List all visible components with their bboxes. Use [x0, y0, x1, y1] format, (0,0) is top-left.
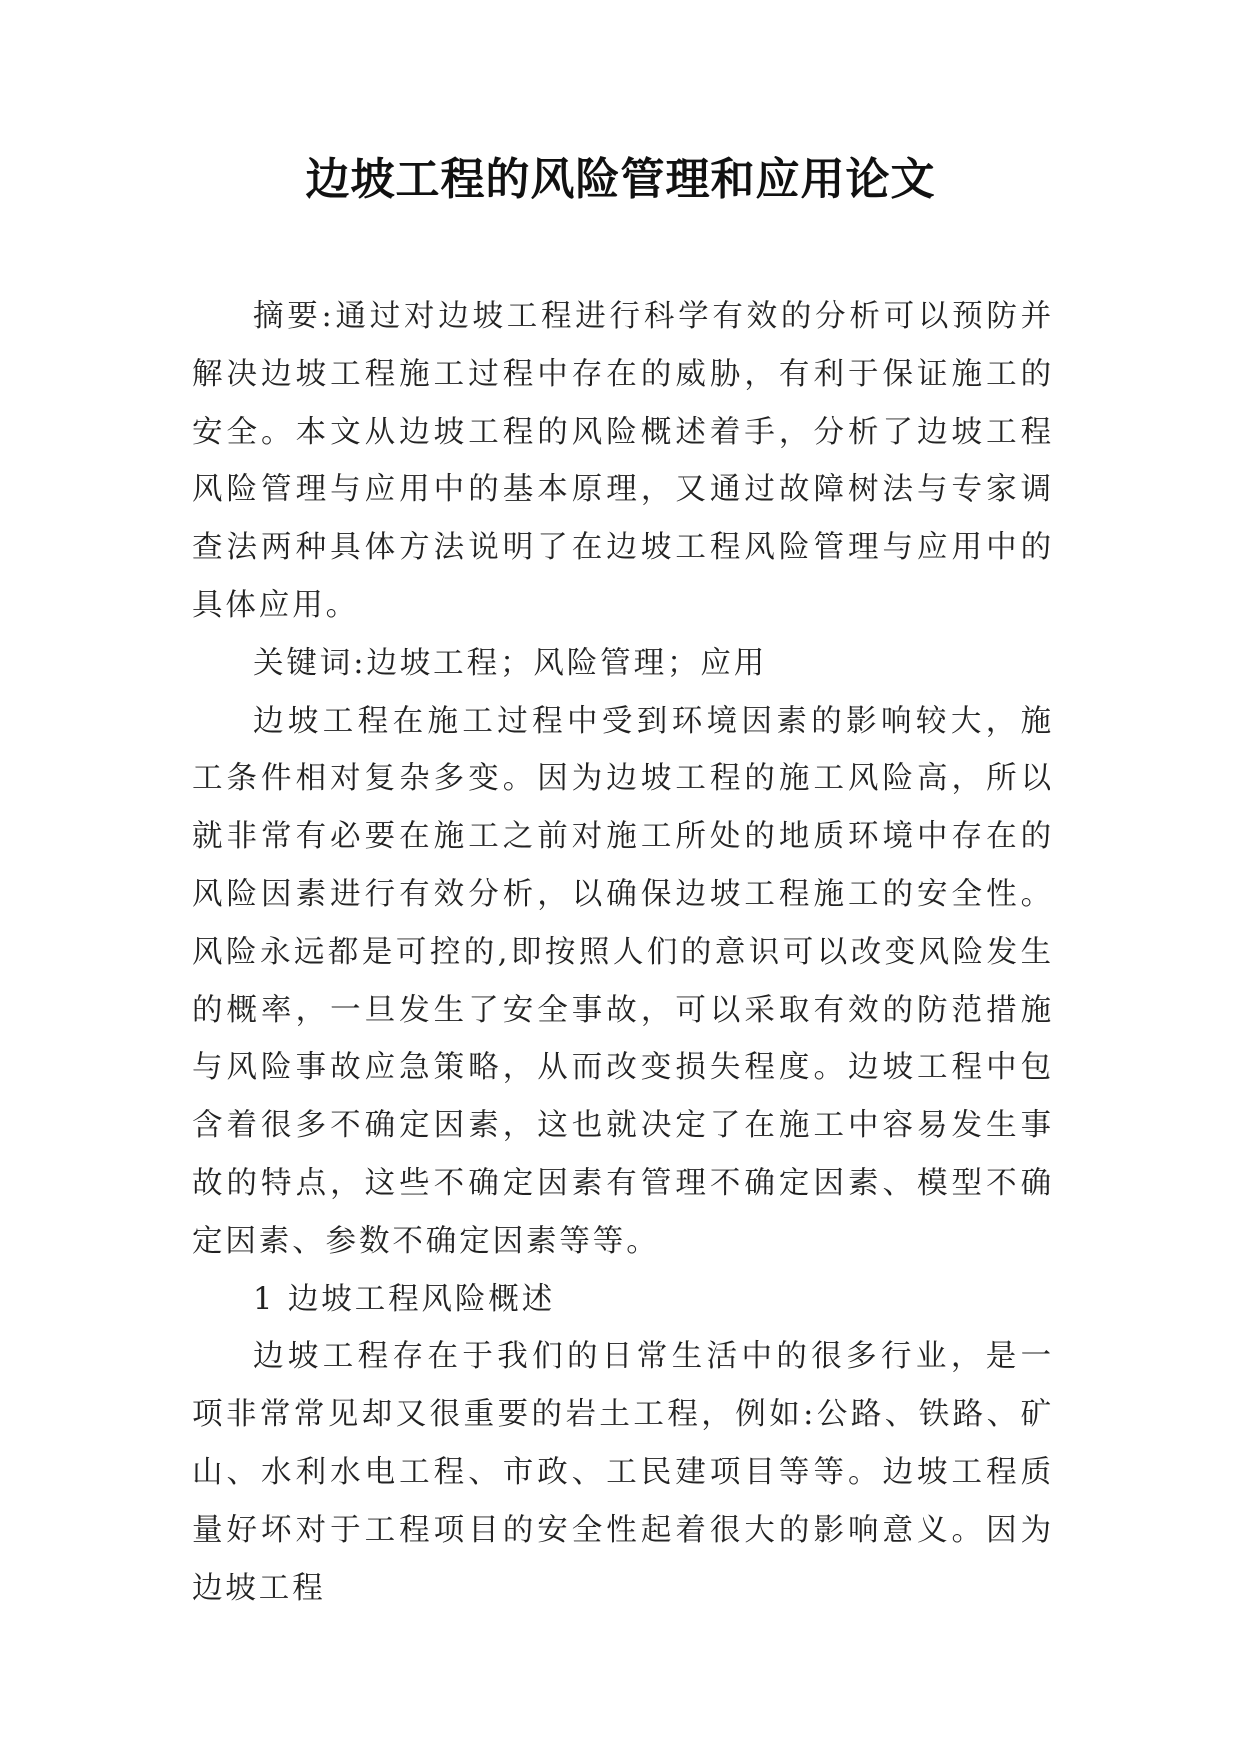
- document-body: [192, 288, 1054, 1617]
- intro-paragraph: 边坡工程在施工过程中受到环境因素的影响较大，施工条件相对复杂多变。因为边坡工程的施工风险高，所以就非常有必要在施工之前对施工所处的地质环境中存在的风险因素进行有效分析，以确保边坡工程施工的安全性。风险永远都是可控的,即按照人们的意识可以改变风险发生的概率，一旦发生了安全事故，可以采取有效的防范措施与风险事故应急策略，从而改变损失程度。边坡工程中包含着很多不确定因素，这也就决定了在施工中容易发生事故的特点，这些不确定因素有管理不确定因素、模型不确定因素、参数不确定因素等等。: [192, 703, 1054, 1259]
- section-paragraph: 边坡工程存在于我们的日常生活中的很多行业，是一项非常常见却又很重要的岩土工程，例如:公路、铁路、矿山、水利水电工程、市政、工民建项目等等。边坡工程质量好坏对于工程项目的安全性起着很大的影响意义。因为边坡工程: [192, 1339, 1054, 1606]
- keywords-paragraph: 关键词:边坡工程；风险管理；应用: [253, 645, 768, 681]
- section-heading: 1 边坡工程风险概述: [253, 1281, 556, 1317]
- abstract-paragraph: 摘要:通过对边坡工程进行科学有效的分析可以预防并解决边坡工程施工过程中存在的威胁，有利于保证施工的安全。本文从边坡工程的风险概述着手，分析了边坡工程风险管理与应用中的基本原理，又通过故障树法与专家调查法两种具体方法说明了在边坡工程风险管理与应用中的具体应用。: [192, 299, 1054, 623]
- document-title: 边坡工程的风险管理和应用论文: [305, 154, 936, 205]
